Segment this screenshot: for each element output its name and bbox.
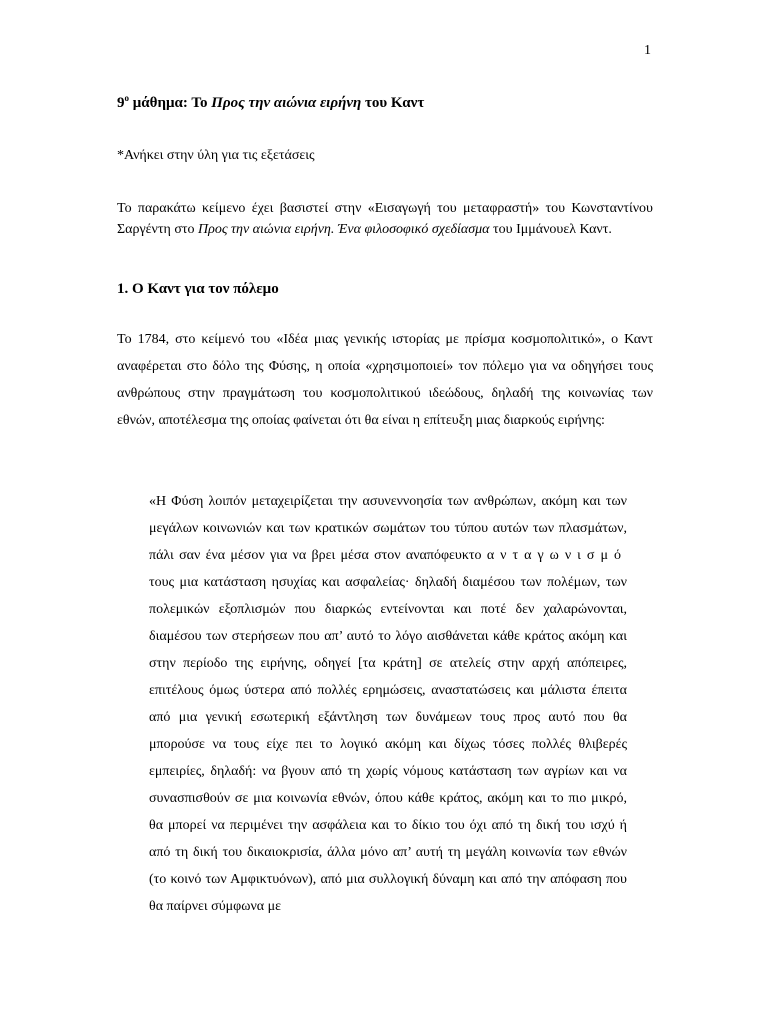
title-suffix: του Καντ xyxy=(361,95,425,111)
intro-paragraph xyxy=(117,198,653,240)
quote-spaced-word: ανταγωνισμό xyxy=(486,548,627,563)
intro-text-1: Το παρακάτω κείμενο έχει βασιστεί στην «Εισαγωγή του μεταφραστή» του Κωνσταντίνου Σαργέντη στο xyxy=(117,201,653,237)
title-work: Προς την αιώνια ειρήνη xyxy=(211,95,362,111)
document-title xyxy=(117,92,653,114)
intro-book-title: Προς την αιώνια ειρήνη. Ένα φιλοσοφικό σχεδίασμα xyxy=(198,222,490,237)
quote-text-1: «Η Φύση λοιπόν μεταχειρίζεται την ασυνεννοησία των ανθρώπων, ακόμη και των μεγάλων κοινωνιών και των κρατικών σωμάτων του τύπου αυτών των πλασμάτων, πάλι σαν ένα μέσον για να βρει μέσα στον αναπόφευκτο xyxy=(149,494,627,563)
page-number: 1 xyxy=(644,43,651,58)
title-prefix: μάθημα: Το xyxy=(129,95,212,111)
section-heading: 1. Ο Καντ για τον πόλεμο xyxy=(117,281,279,297)
lesson-number: 9 xyxy=(117,95,125,111)
block-quote xyxy=(149,488,627,920)
body-paragraph: Το 1784, στο κείμενό του «Ιδέα μιας γενικής ιστορίας με πρίσμα κοσμοπολιτικό», ο Καντ αναφέρεται στο δόλο της Φύσης, η οποία «χρησιμοποιεί» τον πόλεμο για να οδηγήσει τους ανθρώπους στην πραγμάτωση του κοσμοπολιτικού ιδεώδους, δηλαδή της κοινωνίας των εθνών, αποτέλεσμα της οποίας φαίνεται ότι θα είναι η επίτευξη μιας διαρκούς ειρήνης: xyxy=(117,332,653,428)
exam-note: *Ανήκει στην ύλη για τις εξετάσεις xyxy=(117,148,315,163)
intro-text-2: του Ιμμάνουελ Καντ. xyxy=(489,222,612,237)
ordinal-superscript: ο xyxy=(124,93,129,103)
quote-text-2: τους μια κατάσταση ησυχίας και ασφαλείας· δηλαδή διαμέσου των πολέμων, των πολεμικών εξοπλισμών που διαρκώς εντείνονται και ποτέ δεν χαλαρώνονται, διαμέσου των στερήσεων που απ’ αυτό το λόγο αισθάνεται κάθε κράτος ακόμη και στην περίοδο της ειρήνης, οδηγεί [τα κράτη] σε ατελείς στην αρχή απόπειρες, επιτέλους όμως ύστερα από πολλές ερημώσεις, αναστατώσεις και μάλιστα έπειτα από μια γενική εσωτερική εξάντληση των δυνάμεων τους προς αυτό που θα μπορούσε να τους είχε πει το λογικό ακόμη και δίχως τόσες πολλές θλιβερές εμπειρίες, δηλαδή: να βγουν από τη χωρίς νόμους κατάσταση των αγρίων και να συνασπισθούν σε μια κοινωνία εθνών, όπου κάθε κράτος, ακόμη και το πιο μικρό, θα μπορεί να περιμένει την ασφάλεια και το δίκιο του όχι από τη δική του ισχύ ή από τη δική του δικαιοκρισία, άλλα μόνο απ’ αυτή τη μεγάλη κοινωνία των εθνών (το κοινό των Αμφικτυόνων), από μια συλλογική δύναμη και από την απόφαση που θα παίρνει σύμφωνα με xyxy=(149,575,627,914)
